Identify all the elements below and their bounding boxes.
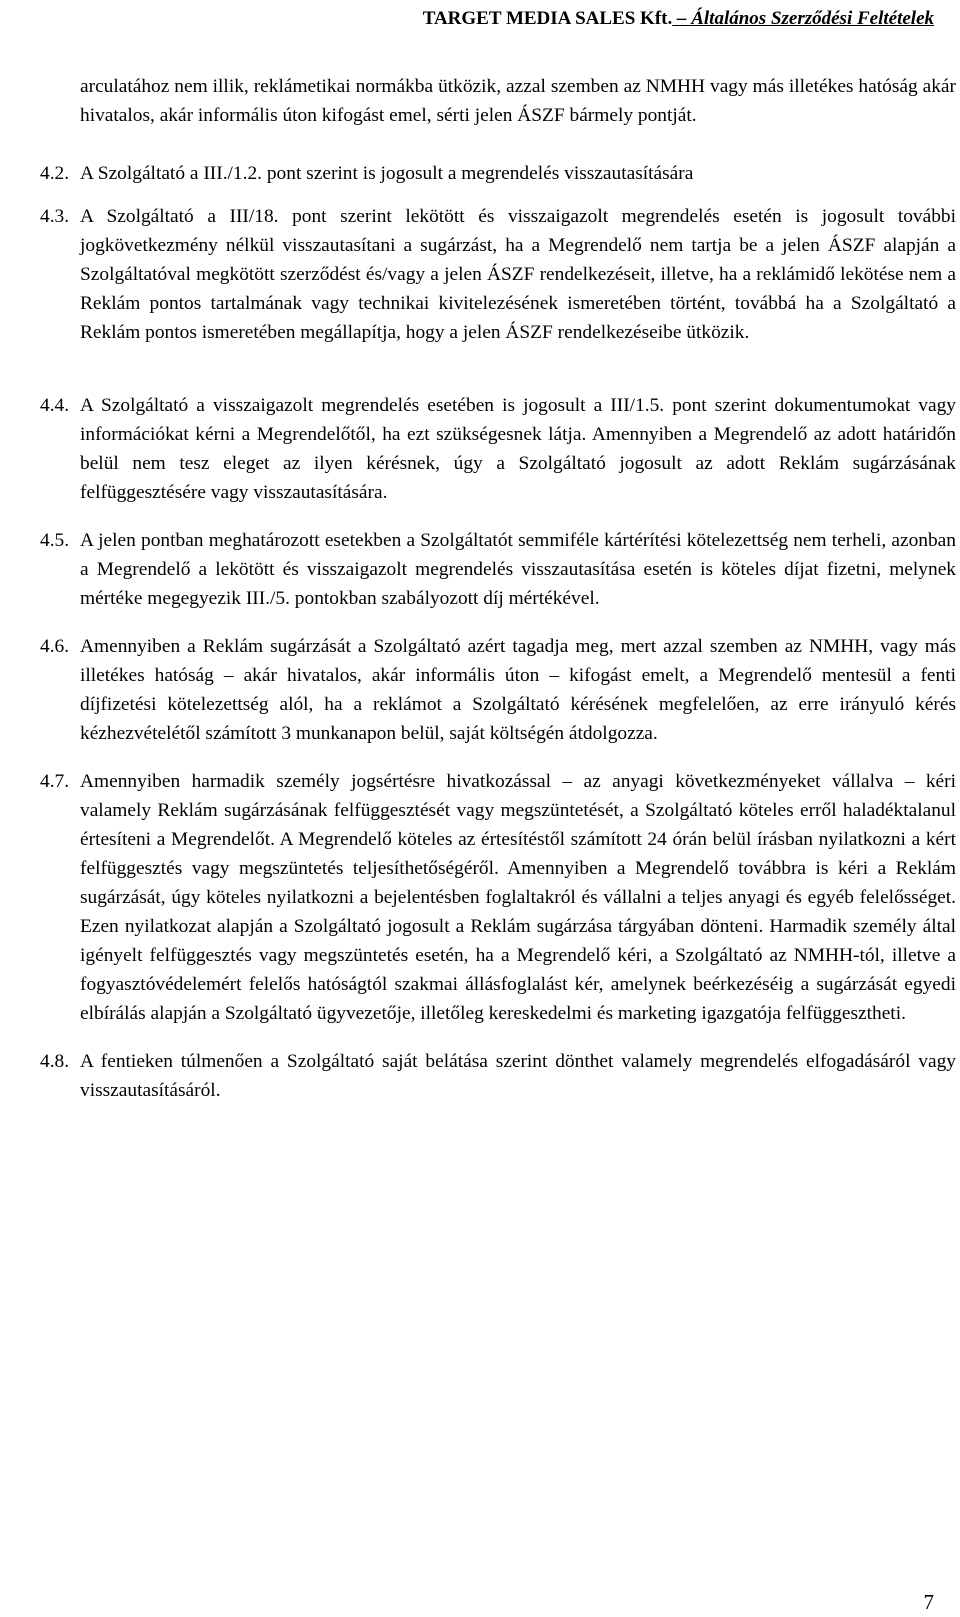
section-4-7 [40,767,956,1028]
intro-paragraph: arculatához nem illik, reklámetikai normákba ütközik, azzal szemben az NMHH vagy más illetékes hatóság akár hivatalos, akár informális úton kifogást emel, sérti jelen ÁSZF bármely pontját. [80,76,956,126]
section-4-5 [40,526,956,613]
section-number: 4.3. [40,206,70,227]
section-number: 4.5. [40,530,70,551]
document-body [40,72,956,1105]
section-number: 4.6. [40,636,70,657]
section-text: A Szolgáltató a III./1.2. pont szerint is jogosult a megrendelés visszautasítására [80,163,694,184]
section-text: A Szolgáltató a visszaigazolt megrendelés esetében is jogosult a III/1.5. pont szerint dokumentumokat vagy információkat kérni a Megrendelőtől, ha ezt szükségesnek látja. Amennyiben a Megrendelő az adott határidőn belül nem tesz eleget az ilyen kérésnek, úgy a Szolgáltató jogosult az adott Reklám sugárzásának felfüggesztésére vagy visszautasítására. [80,395,956,503]
section-4-4 [40,391,956,507]
header-doc-title: Általános Szerződési Feltételek [691,8,934,29]
section-text: A Szolgáltató a III/18. pont szerint lekötött és visszaigazolt megrendelés esetén is jogosult további jogkövetkezmény nélkül visszautasítani a sugárzást, ha a Megrendelő nem tartja be a jelen ÁSZF alapján a Szolgáltatóval megkötött szerződést és/vagy a jelen ÁSZF rendelkezéseit, illetve, ha a reklámidő lekötése nem a Reklám pontos tartalmának vagy technikai kivitelezésének ismeretében történt, továbbá ha a Szolgáltató a Reklám pontos ismeretében megállapítja, hogy a jelen ÁSZF rendelkezéseibe ütközik. [80,206,956,343]
section-text: A jelen pontban meghatározott esetekben a Szolgáltatót semmiféle kártérítési kötelezettség nem terheli, azonban a Megrendelő a lekötött és visszaigazolt megrendelés visszautasítása esetén is köteles díjat fizetni, melynek mértéke megegyezik III./5. pontokban szabályozott díj mértékével. [80,530,956,609]
section-4-2 [40,159,956,188]
section-text: Amennyiben a Reklám sugárzását a Szolgáltató azért tagadja meg, mert azzal szemben az NMHH, vagy más illetékes hatóság – akár hivatalos, akár informális úton – kifogást emelt, a Megrendelő mentesül a fenti díjfizetési kötelezettség alól, ha a reklámot a Szolgáltató kérésének megfelelően, az erre irányuló kérés kézhezvételétől számított 3 munkanapon belül, saját költségén átdolgozza. [80,636,956,744]
header-doc-title-wrap [672,8,934,29]
section-text: A fentieken túlmenően a Szolgáltató saját belátása szerint dönthet valamely megrendelés elfogadásáról vagy visszautasításáról. [80,1051,956,1101]
section-4-3 [40,202,956,347]
section-number: 4.7. [40,771,70,792]
section-4-6 [40,632,956,748]
section-4-8 [40,1047,956,1105]
header-company: TARGET MEDIA SALES Kft. [422,8,673,29]
section-text: Amennyiben harmadik személy jogsértésre hivatkozással – az anyagi következményeket vállalva – kéri valamely Reklám sugárzásának felfüggesztését vagy megszüntetését, a Szolgáltató köteles erről haladéktalanul értesíteni a Megrendelőt. A Megrendelő köteles az értesítéstől számított 24 órán belül írásban nyilatkozni a kért felfüggesztés vagy megszüntetés teljesíthetőségéről. Amennyiben a Megrendelő továbbra is kéri a Reklám sugárzását, úgy köteles nyilatkozni a bejelentésben foglaltakról és vállalni a teljes anyagi és egyéb felelősséget. Ezen nyilatkozat alapján a Szolgáltató jogosult a Reklám sugárzása tárgyában dönteni. Harmadik személy által igényelt felfüggesztés vagy megszüntetés esetén, ha a Megrendelő kéri, a Szolgáltató az NMHH-tól, illetve a fogyasztóvédelemért felelős hatóságtól szakmai állásfoglalást kér, amelynek beérkezéséig a sugárzását egyedi elbírálás alapján a Szolgáltató ügyvezetője, illetőleg kereskedelmi és marketing igazgatója felfüggesztheti. [80,771,956,1024]
section-number: 4.8. [40,1051,70,1072]
section-number: 4.4. [40,395,70,416]
header-separator: – [672,8,692,29]
section-number: 4.2. [40,163,70,184]
page-number: 7 [923,1590,934,1614]
page-header [423,8,934,30]
